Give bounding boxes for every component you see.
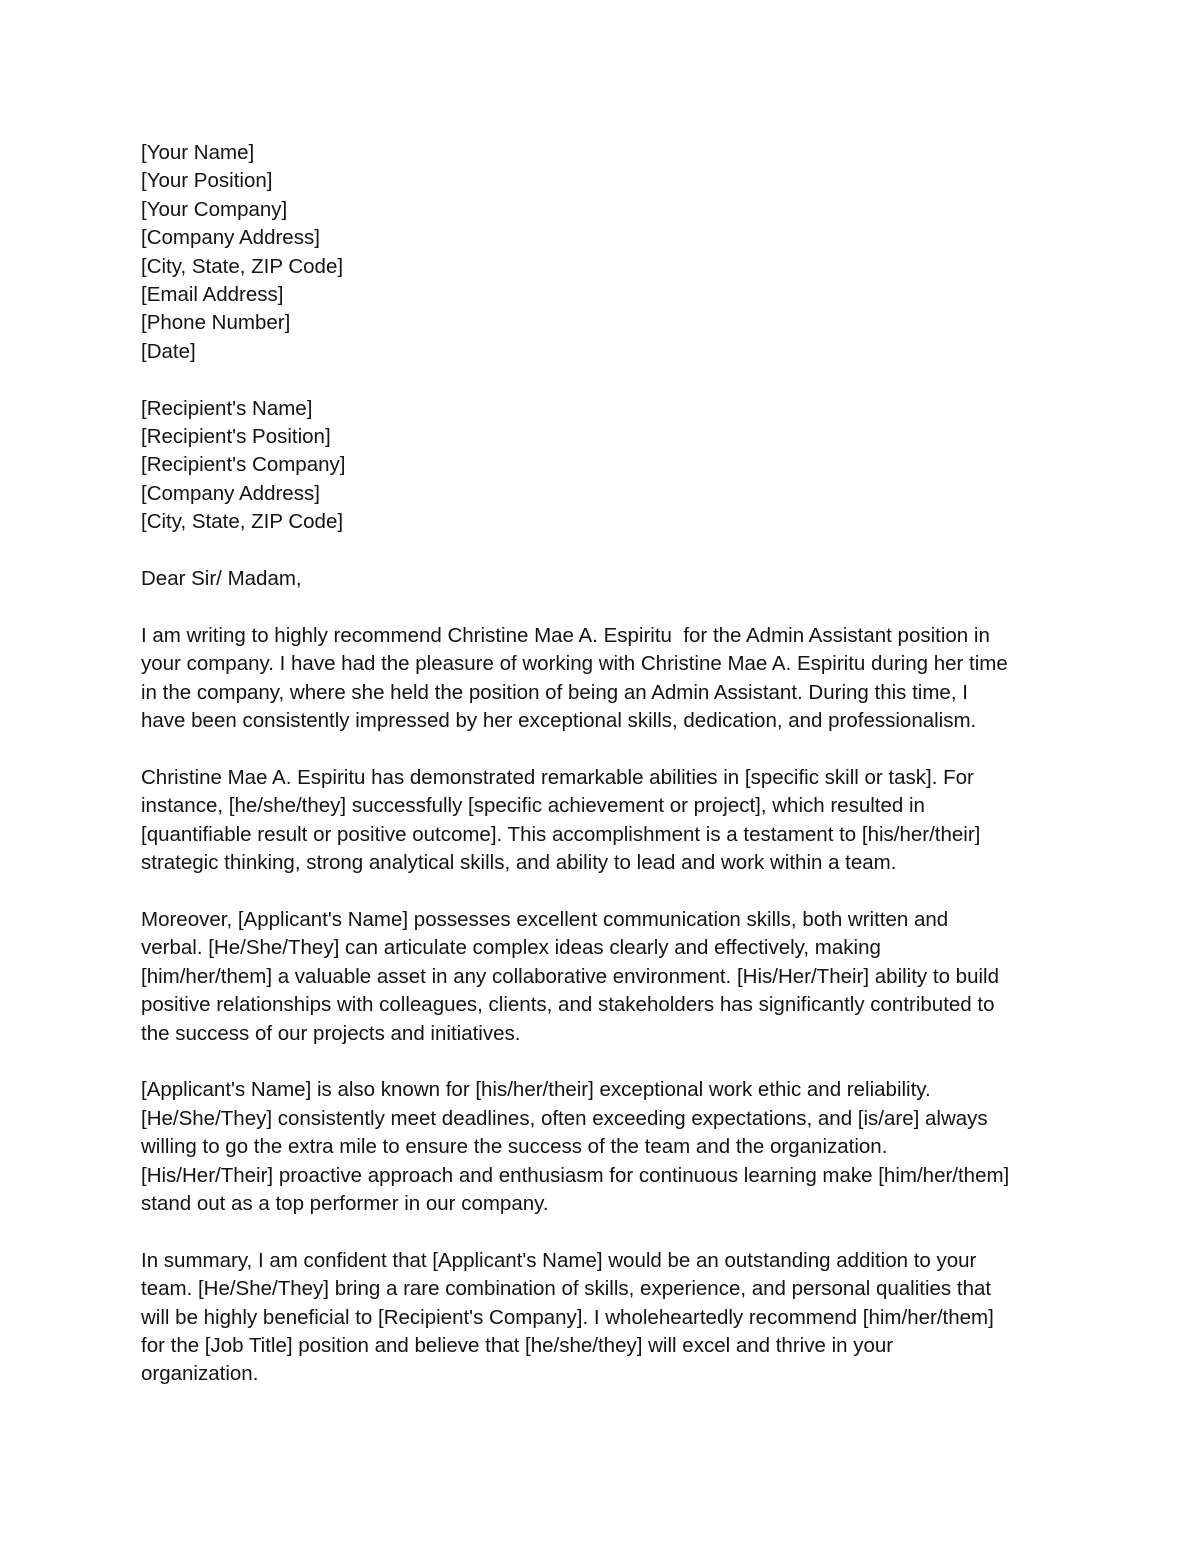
recipient-company-address: [Company Address] <box>141 481 320 505</box>
spacer <box>141 878 1071 906</box>
spacer <box>141 537 1071 565</box>
spacer <box>141 366 1071 394</box>
spacer <box>141 593 1071 621</box>
paragraph-line: for the [Job Title] position and believe that [he/she/they] will excel and thrive in your <box>141 1333 894 1357</box>
paragraph-line: [His/Her/Their] proactive approach and enthusiasm for continuous learning make [him/her/them] <box>141 1163 1010 1187</box>
spacer <box>141 735 1071 763</box>
sender-city-state-zip: [City, State, ZIP Code] <box>141 254 344 278</box>
paragraph-line: instance, [he/she/they] successfully [specific achievement or project], which resulted in <box>141 794 925 818</box>
paragraph-line: have been consistently impressed by her exceptional skills, dedication, and professionalism. <box>141 709 977 733</box>
paragraph-communication <box>141 906 1071 1048</box>
salutation-block <box>141 565 1071 593</box>
sender-company: [Your Company] <box>141 197 288 221</box>
recipient-name: [Recipient's Name] <box>141 396 313 420</box>
sender-block <box>141 139 1071 366</box>
salutation: Dear Sir/ Madam, <box>141 567 302 591</box>
paragraph-line: [him/her/them] a valuable asset in any collaborative environment. [His/Her/Their] ability to build <box>141 964 999 988</box>
spacer <box>141 1048 1071 1076</box>
paragraph-line: [quantifiable result or positive outcome]. This accomplishment is a testament to [his/her/their] <box>141 822 981 846</box>
spacer <box>141 1218 1071 1246</box>
paragraph-line: [Applicant's Name] is also known for [his/her/their] exceptional work ethic and reliability. <box>141 1078 931 1102</box>
paragraph-line: your company. I have had the pleasure of working with Christine Mae A. Espiritu during her time <box>141 652 1008 676</box>
paragraph-line: the success of our projects and initiatives. <box>141 1021 521 1045</box>
paragraph-line: team. [He/She/They] bring a rare combination of skills, experience, and personal qualities that <box>141 1277 992 1301</box>
recipient-position: [Recipient's Position] <box>141 425 331 449</box>
paragraph-line: Christine Mae A. Espiritu has demonstrated remarkable abilities in [specific skill or task]. For <box>141 765 974 789</box>
sender-phone: [Phone Number] <box>141 311 291 335</box>
paragraph-line: willing to go the extra mile to ensure the success of the team and the organization. <box>141 1135 888 1159</box>
paragraph-line: organization. <box>141 1362 259 1386</box>
paragraph-line: positive relationships with colleagues, clients, and stakeholders has significantly contributed to <box>141 993 995 1017</box>
sender-company-address: [Company Address] <box>141 226 320 250</box>
paragraph-line: verbal. [He/She/They] can articulate complex ideas clearly and effectively, making <box>141 936 881 960</box>
letter-date: [Date] <box>141 339 196 363</box>
paragraph-abilities <box>141 764 1071 878</box>
sender-name: [Your Name] <box>141 141 255 164</box>
paragraph-line: will be highly beneficial to [Recipient's Company]. I wholeheartedly recommend [him/her/them] <box>141 1305 994 1329</box>
paragraph-line: [He/She/They] consistently meet deadlines, often exceeding expectations, and [is/are] always <box>141 1106 988 1130</box>
paragraph-line: In summary, I am confident that [Applicant's Name] would be an outstanding addition to your <box>141 1248 977 1272</box>
paragraph-line: I am writing to highly recommend Christine Mae A. Espiritu for the Admin Assistant position in <box>141 623 990 647</box>
paragraph-work-ethic <box>141 1076 1071 1218</box>
sender-position: [Your Position] <box>141 169 273 193</box>
paragraph-line: Moreover, [Applicant's Name] possesses excellent communication skills, both written and <box>141 907 949 931</box>
recipient-company: [Recipient's Company] <box>141 453 346 477</box>
paragraph-summary <box>141 1247 1071 1389</box>
letter-body <box>141 139 1071 1389</box>
recipient-city-state-zip: [City, State, ZIP Code] <box>141 510 344 534</box>
recipient-block <box>141 395 1071 537</box>
paragraph-line: strategic thinking, strong analytical skills, and ability to lead and work within a team. <box>141 851 897 875</box>
paragraph-line: in the company, where she held the position of being an Admin Assistant. During this time, I <box>141 680 968 704</box>
paragraph-intro <box>141 622 1071 736</box>
sender-email: [Email Address] <box>141 283 284 307</box>
paragraph-line: stand out as a top performer in our company. <box>141 1191 549 1215</box>
